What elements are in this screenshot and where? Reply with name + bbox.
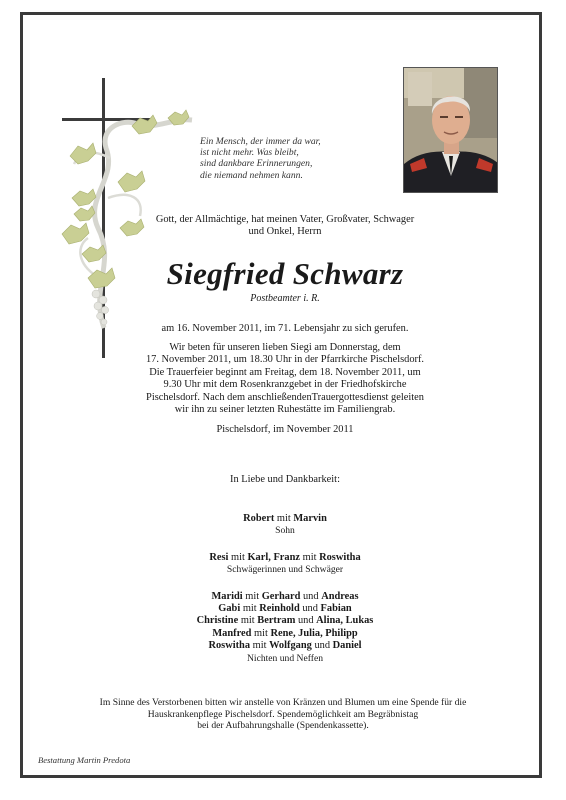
donation-line: Hauskrankenpflege Pischelsdorf. Spendemöglichkeit am Begräbnistag xyxy=(147,708,419,720)
family-line: Christine mit Bertram und Alina, Lukas xyxy=(196,615,374,627)
memorial-verse xyxy=(200,136,400,181)
family-group-inlaws xyxy=(60,552,510,577)
family-group-nephews xyxy=(60,591,510,665)
family-line: Gabi mit Reinhold und Fabian xyxy=(218,603,352,615)
donation-request xyxy=(40,697,526,732)
family-line: Manfred mit Rene, Julia, Philipp xyxy=(212,627,358,639)
intro-text xyxy=(60,214,510,239)
service-line: wir ihn zu seiner letzten Ruhestätte im Familiengrab. xyxy=(174,404,396,416)
called-home-text: am 16. November 2011, im 71. Lebensjahr zu sich gerufen. xyxy=(161,323,409,334)
family-line: Robert mit Marvin xyxy=(243,513,327,524)
verse-line: ist nicht mehr. Was bleibt, xyxy=(200,147,299,159)
deceased-name: Siegfried Schwarz xyxy=(166,256,404,291)
intro-line: Gott, der Allmächtige, hat meinen Vater, Großvater, Schwager xyxy=(155,214,415,225)
mourners-list xyxy=(60,513,510,679)
service-line: Die Trauerfeier beginnt am Freitag, dem 18. November 2011, um xyxy=(149,366,421,378)
family-line: Roswitha mit Wolfgang und Daniel xyxy=(208,640,362,652)
donation-line: Im Sinne des Verstorbenen bitten wir anstelle von Kränzen und Blumen um eine Spende für die xyxy=(99,697,467,708)
family-relation: Schwägerinnen und Schwäger xyxy=(226,564,344,576)
verse-line: Ein Mensch, der immer da war, xyxy=(200,136,321,147)
place-date: Pischelsdorf, im November 2011 xyxy=(216,424,354,435)
portrait-photo xyxy=(403,67,498,193)
deceased-occupation: Postbeamter i. R. xyxy=(250,293,320,304)
service-line: 17. November 2011, um 18.30 Uhr in der Pfarrkirche Pischelsdorf. xyxy=(145,354,425,366)
verse-line: die niemand nehmen kann. xyxy=(200,169,303,181)
love-gratitude-line: In Liebe und Dankbarkeit: xyxy=(230,474,340,485)
family-group-son xyxy=(60,513,510,538)
service-line: Wir beten für unseren lieben Siegi am Donnerstag, dem xyxy=(169,342,401,353)
undertaker-credit: Bestattung Martin Predota xyxy=(38,755,131,765)
intro-line: und Onkel, Herrn xyxy=(248,226,322,238)
family-line: Maridi mit Gerhard und Andreas xyxy=(211,590,359,602)
family-relation: Sohn xyxy=(275,525,295,537)
service-line: 9.30 Uhr mit dem Rosenkranzgebet in der Friedhofskirche xyxy=(163,379,407,391)
family-relation: Nichten und Neffen xyxy=(246,652,323,664)
service-line: Pischelsdorf. Nach dem anschließendenTrauergottesdienst geleiten xyxy=(146,391,424,403)
family-line: Resi mit Karl, Franz mit Roswitha xyxy=(209,551,361,563)
verse-line: sind dankbare Erinnerungen, xyxy=(200,158,313,170)
service-details xyxy=(60,342,510,416)
donation-line: bei der Aufbahrungshalle (Spendenkassette). xyxy=(197,720,369,732)
